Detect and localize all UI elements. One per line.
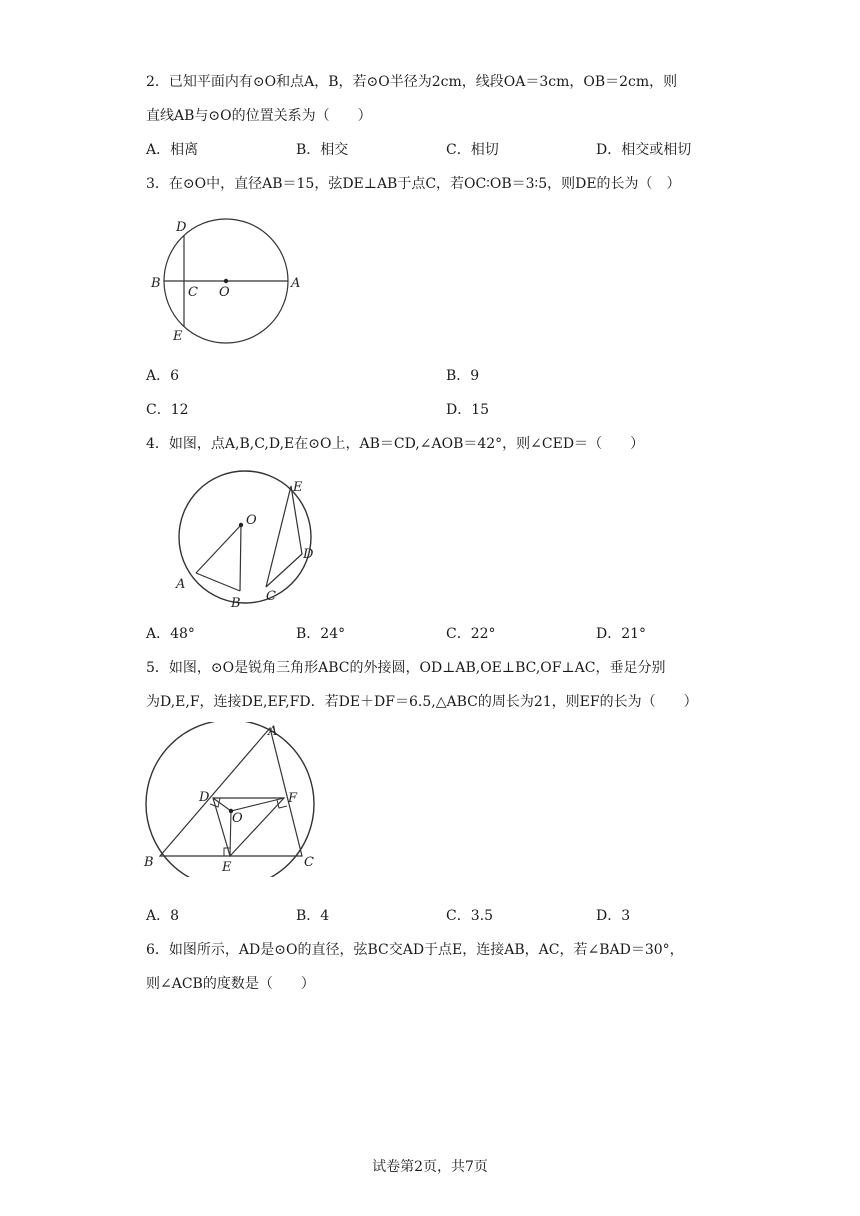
q5-label-b: B [144, 855, 154, 870]
q4-option-d: D．21° [596, 626, 647, 642]
q2-option-d: D．相交或相切 [596, 142, 692, 158]
page-footer: 试卷第2页，共7页 [372, 1159, 488, 1175]
q4-option-c: C．22° [446, 626, 496, 642]
q5-stem-line2: 为D,E,F，连接DE,EF,FD．若DE＋DF＝6.5,△ABC的周长为21，则EF的长为（ ） [146, 694, 698, 710]
q5-option-a: A．8 [146, 908, 180, 924]
q3-label-b: B [151, 276, 161, 291]
q4-stem: 4．如图，点A,B,C,D,E在⊙O上，AB＝CD,∠AOB＝42°，则∠CED＝（ ） [146, 436, 645, 452]
q3-label-a: A [291, 276, 301, 291]
q5-label-a: A [268, 724, 278, 739]
q5-figure [140, 722, 325, 877]
q6-stem-line1: 6．如图所示，AD是⊙O的直径，弦BC交AD于点E，连接AB，AC，若∠BAD＝30°， [146, 942, 684, 958]
q3-option-c: C．12 [146, 402, 189, 418]
q3-label-e: E [173, 329, 183, 344]
q2-option-a: A．相离 [146, 142, 199, 158]
q3-figure [140, 210, 310, 355]
q2-option-b: B．相交 [296, 142, 349, 158]
q3-option-d: D．15 [446, 402, 490, 418]
q5-perp-oe [230, 811, 231, 856]
q5-triangle-abc [160, 728, 302, 856]
q4-label-d: D [303, 547, 314, 562]
q2-stem-line1: 2．已知平面内有⊙O和点A，B，若⊙O半径为2cm，线段OA＝3cm，OB＝2cm，则 [146, 74, 678, 90]
q6-stem-line2: 则∠ACB的度数是（ ） [146, 976, 315, 992]
q4-label-o: O [246, 513, 257, 528]
q2-option-c: C．相切 [446, 142, 499, 158]
q5-right-angle-f [277, 800, 287, 808]
q4-option-a: A．48° [146, 626, 195, 642]
q5-stem-line1: 5．如图，⊙O是锐角三角形ABC的外接圆，OD⊥AB,OE⊥BC,OF⊥AC，垂足分别 [146, 660, 666, 676]
q5-label-c: C [304, 855, 314, 870]
q4-label-e: E [293, 480, 303, 495]
q2-stem-line2: 直线AB与⊙O的位置关系为（ ） [146, 108, 372, 124]
q3-stem: 3．在⊙O中，直径AB＝15，弦DE⊥AB于点C，若OC∶OB＝3∶5，则DE的长为（ ） [146, 176, 681, 192]
q4-label-b: B [231, 596, 241, 611]
q5-label-d: D [199, 790, 210, 805]
q5-label-e: E [222, 860, 232, 875]
q4-label-a: A [176, 577, 186, 592]
q5-label-f: F [288, 791, 298, 806]
q4-label-c: C [266, 589, 276, 604]
q3-center-point [224, 279, 228, 283]
q5-option-b: B．4 [296, 908, 330, 924]
q5-label-o: O [232, 811, 243, 826]
q4-option-b: B．24° [296, 626, 346, 642]
q3-option-a: A．6 [146, 368, 180, 384]
q3-label-o: O [219, 285, 230, 300]
q3-label-d: D [176, 220, 187, 235]
q4-radii-oa-ob [196, 525, 241, 591]
q4-triangle-ced [266, 486, 302, 587]
q4-figure [170, 470, 330, 615]
q3-label-c: C [188, 285, 198, 300]
q4-center-point [239, 523, 243, 527]
q5-option-c: C．3.5 [446, 908, 493, 924]
q3-option-b: B．9 [446, 368, 480, 384]
q5-option-d: D．3 [596, 908, 631, 924]
